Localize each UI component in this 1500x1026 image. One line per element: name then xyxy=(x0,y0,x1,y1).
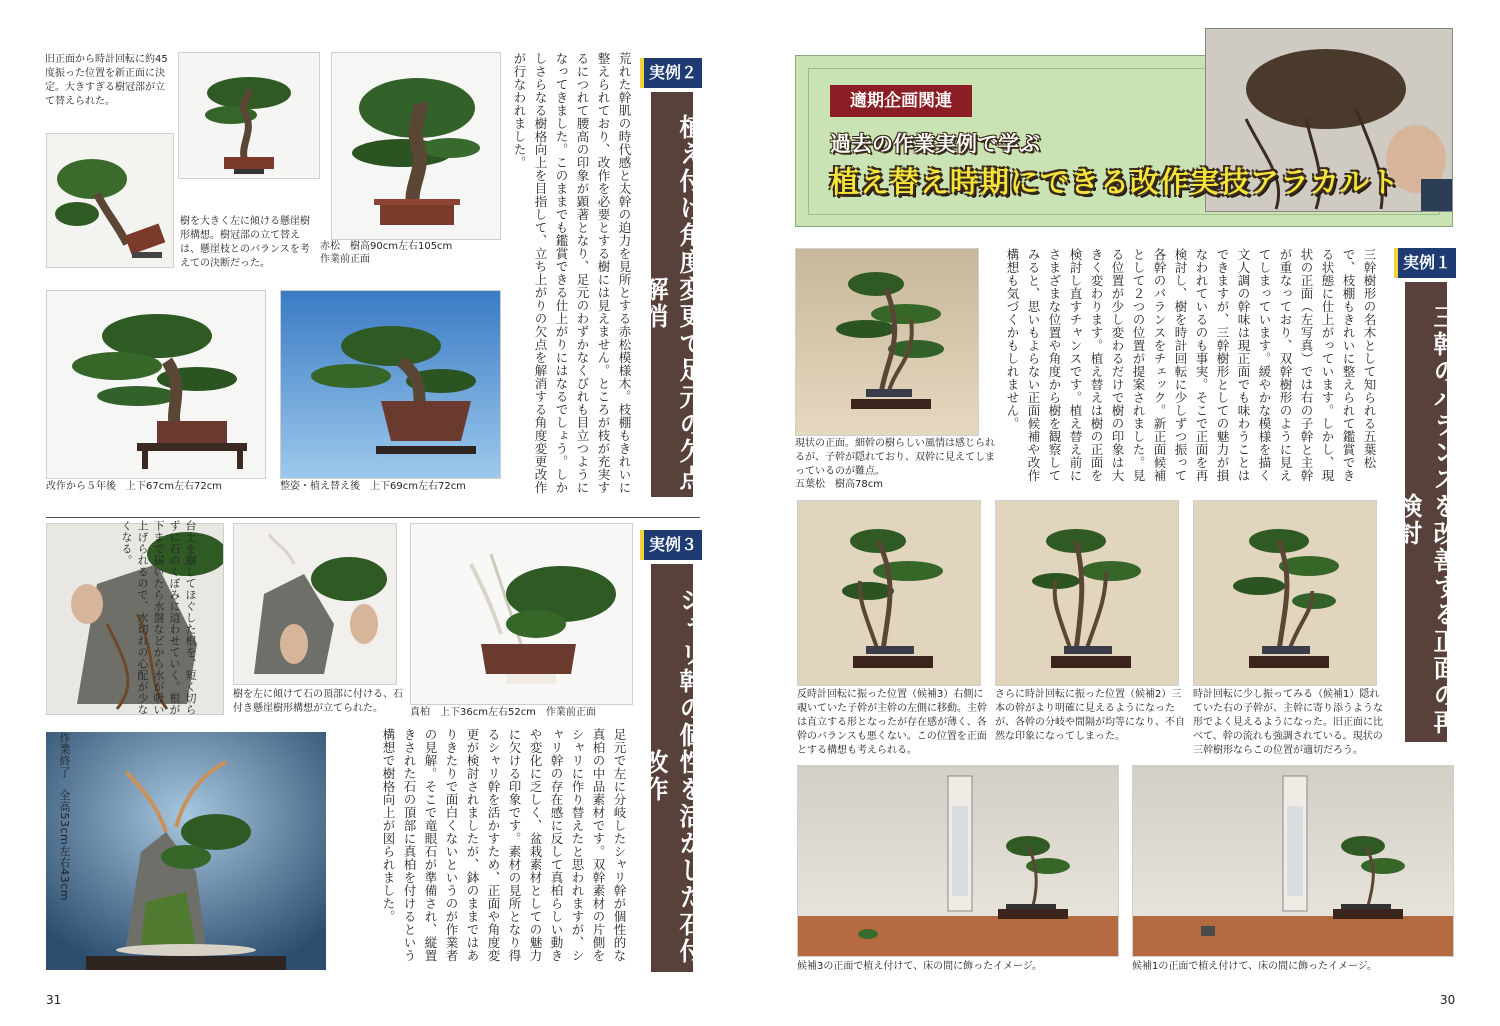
photo-room-candidate-1 xyxy=(1132,765,1454,957)
example2-title: 植え付け角度変更で足元の欠点解消 xyxy=(651,92,693,497)
caption-candidate-2: さらに時計回転に振った位置（候補2）三本の幹がより明確に見えるようになったが、各幹の分岐や間隔が均等になり、不自然な印象になってしまった。 xyxy=(995,689,1185,742)
photo-candidate-1 xyxy=(1193,500,1377,686)
banner-title: 植え替え時期にできる改作実技アラカルト xyxy=(830,165,1401,199)
section-divider xyxy=(46,517,700,518)
example1-badge: 実例１ xyxy=(1394,248,1456,278)
photo-red-pine-before xyxy=(331,52,501,240)
photo-tilt-on-stone xyxy=(233,523,397,685)
example2-badge: 実例２ xyxy=(640,58,702,88)
caption-after-repot: 整姿・植え替え後 上下69cm左右72cm xyxy=(280,481,466,492)
photo-candidate-3 xyxy=(797,500,981,686)
photo-candidate-2 xyxy=(995,500,1179,686)
caption-goyomatsu-size: 五葉松 樹高78cm xyxy=(795,479,883,490)
banner-subtitle: 過去の作業実例で学ぶ xyxy=(830,132,1040,156)
example3-title: シャリ幹の個性を活かした石付改作 xyxy=(651,564,693,972)
example2-body: 荒れた幹肌の時代感と太幹の迫力を見所とする赤松模様木。枝棚もきれいに整えられており、改作を必要とする樹には見えません。ところが枝が充実するにつれて腰高の印象が顕著となり、足元のわずかなくびれも目立つようになってきました。このままでも鑑賞できる仕上がりにはなるでしょう。しかしさらなる樹格向上を目指して、立ち上がりの欠点を解消する角度変更改作が行なわれました。 xyxy=(512,52,632,494)
photo-shinpaku-after xyxy=(46,732,326,970)
example3-badge: 実例３ xyxy=(640,530,702,560)
photo-after-5-years xyxy=(46,290,266,479)
caption-red-pine-size: 赤松 樹高90cm左右105cm xyxy=(320,241,453,252)
example1-body: 三幹樹形の名木として知られる五葉松で、枝棚もきれいに整えられて鑑賞できる状態に仕上がっています。しかし、現状の正面（左写真）では右の子幹と主幹が重なっており、双幹樹形のように見えてしまっています。緩やかな模様を描く文人調の幹味は現正面でも味わうことはできますが、三幹樹形としての魅力が損なわれているのも事実。そこで正面を再検討し、樹を時計回転に少しずつ振って各幹のバランスをチェック。新正面候補として２つの位置が提案されました。見る位置が少し変わるだけで樹の印象は大きく変わります。植え替えは樹の正面を検討し直すチャンスです。植え替え前にさまざまな位置や角度から樹を観察してみると、思いもよらない正面候補や改作構想も気づくかもしれません。 xyxy=(1005,248,1377,482)
caption-candidate-3: 反時計回転に振った位置（候補3）右側に覗いていた子幹が主幹の左側に移動。主幹は直立する形となったが存在感が薄く、各幹のバランスも悪くない。この位置を正面とする構想も考えられる。 xyxy=(797,689,987,756)
caption-current-front: 現状の正面。細幹の樹らしい風情は感じられるが、子幹が隠れており、双幹に見えてしまっているのが難点。 xyxy=(795,438,995,477)
caption-work-done: 作業終了 全高53cm左右43cm xyxy=(58,732,71,902)
page-number-right: 30 xyxy=(1440,993,1456,1007)
banner-tag: 適期企画関連 xyxy=(830,85,972,117)
caption-after-5-years: 改作から５年後 上下67cm左右72cm xyxy=(46,481,222,492)
photo-after-repot xyxy=(280,290,501,479)
photo-goyomatsu-current xyxy=(795,248,979,436)
page-number-left: 31 xyxy=(46,993,62,1007)
photo-room-candidate-3 xyxy=(797,765,1119,957)
example3-body: 足元で左に分岐したシャリ幹が個性的な真柏の中品素材です。双幹素材の片側をシャリに作り替えたと思われますが、シャリ幹の存在感に反して真柏らしい動きや変化に乏しく、盆栽素材としての魅力に欠ける印象です。素材の見所となり得るシャリ幹を活かすため、正面や角度変更が検討されましたが、鉢のままではありきたりで面白くないというのが作業者の見解。そこで竜眼石が準備され、縦置きされた石の頂部に真柏を付けるという構想で樹格向上が図られました。 xyxy=(381,728,627,962)
caption-before-work: 作業前正面 xyxy=(320,254,370,265)
caption-roots: 台土を崩してほぐした根を、短く切らずに石のくぼみに這わせていく。根が下まで届いたら水盤などから水が吸い上げられるので、水切れの心配が少なくなる。 xyxy=(120,520,197,716)
example1-title: 三幹のバランスを改善する正面の再検討 xyxy=(1405,282,1447,742)
photo-shinpaku-before xyxy=(410,523,633,705)
caption-shinpaku-size: 真柏 上下36cm左右52cm 作業前正面 xyxy=(410,707,596,718)
photo-pine-tilted xyxy=(46,133,174,268)
photo-pine-new-front xyxy=(178,52,320,179)
caption-stone-cascade: 樹を左に傾けて石の頂部に付ける、石付き懸崖樹形構想が立てられた。 xyxy=(233,689,403,714)
caption-cascade-plan: 樹を大きく左に傾ける懸崖樹形構想。樹冠部の立て替えは、懸崖枝とのバランスを考えての決断だった。 xyxy=(180,216,310,269)
caption-room-3: 候補3の正面で植え付けて、床の間に飾ったイメージ。 xyxy=(797,961,1043,972)
caption-new-front: 旧正面から時計回転に約45度振った位置を新正面に決定。大きすぎる樹冠部が立て替えられた。 xyxy=(45,54,168,107)
caption-candidate-1: 時計回転に少し振ってみる（候補1）隠れていた右の子幹が、主幹に寄り添うような形でよく見えるようになった。旧正面に比べて、幹の流れも強調されている。現状の三幹樹形ならこの位置が適切だろう。 xyxy=(1193,689,1383,756)
caption-room-1: 候補1の正面で植え付けて、床の間に飾ったイメージ。 xyxy=(1132,961,1378,972)
